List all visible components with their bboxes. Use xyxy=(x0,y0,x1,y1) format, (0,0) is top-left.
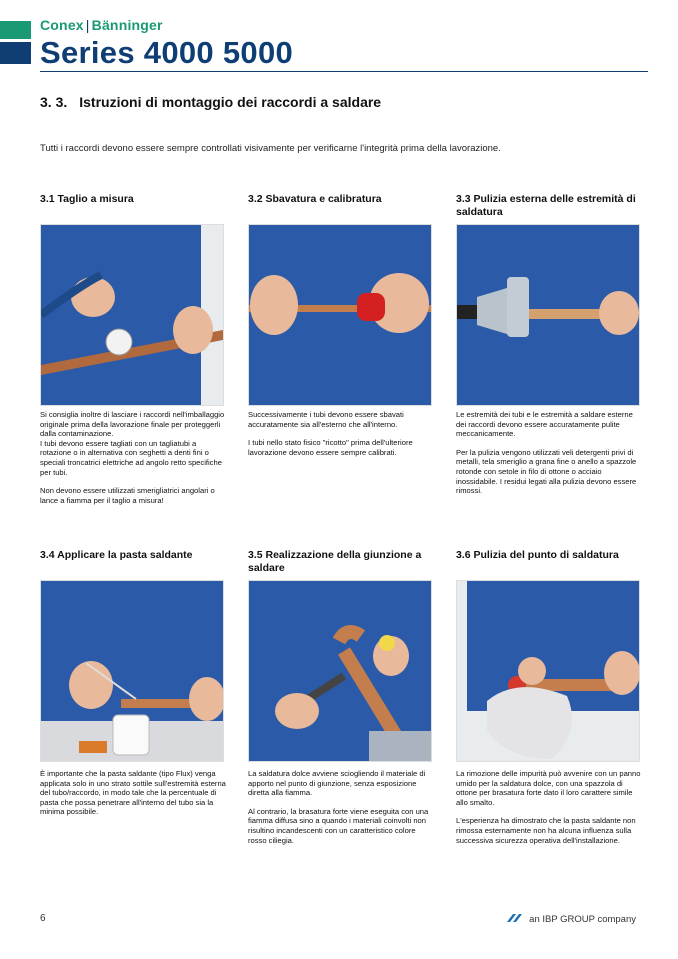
step-3-2-paragraph: I tubi nello stato fisico "ricotto" prima dell'ulteriore lavorazione devono essere sempre calibrati. xyxy=(248,438,413,457)
step-3-6-paragraph: La rimozione delle impurità può avvenire con un panno umido per la saldatura dolce, con una spazzola di ottone per brasatura forte dato il loro carattere simile allo smalto. xyxy=(456,769,641,807)
step-3-6-text xyxy=(456,769,642,854)
step-3-4-paragraph: È importante che la pasta saldante (tipo Flux) venga applicata solo in uno strato sottile sull'estremità esterna del tubo/raccordo, in modo tale che la percentuale di pasta che possa penetrare all'interno del tubo sia la minima possibile. xyxy=(40,769,226,817)
step-3-6-photo xyxy=(456,580,640,762)
step-3-2-title: 3.2 Sbavatura e calibratura xyxy=(248,193,382,205)
brand-right: Bänninger xyxy=(91,17,163,33)
step-3-2-photo xyxy=(248,224,432,406)
step-3-6-paragraph: L'esperienza ha dimostrato che la pasta saldante non rimossa esternamente non ha alcuna influenza sulla successiva sicurezza operativa dell'installazione. xyxy=(456,816,636,845)
step-3-2-text xyxy=(248,410,434,466)
brand-bar-green xyxy=(0,21,31,39)
step-3-3-title: 3.3 Pulizia esterna delle estremità di saldatura xyxy=(456,193,636,218)
series-title: Series 4000 5000 xyxy=(40,35,294,70)
brand-bar-blue xyxy=(0,42,31,64)
step-3-5-paragraph: La saldatura dolce avviene sciogliendo il materiale di apporto nel punto di giunzione, senza esposizione diretta alla fiamma. xyxy=(248,769,426,798)
step-3-4-text xyxy=(40,769,226,826)
step-3-1-photo xyxy=(40,224,224,406)
step-3-1-paragraph: Non devono essere utilizzati smerigliatrici angolari o lance a fiamma per il taglio a misura! xyxy=(40,486,215,505)
step-3-5-paragraph: Al contrario, la brasatura forte viene eseguita con una fiamma diffusa sino a quando i materiali coinvolti non risultino incandescenti con un caratteristico colore rosso ciliegia. xyxy=(248,806,429,845)
step-3-4-photo xyxy=(40,580,224,762)
brand-left: Conex xyxy=(40,17,84,33)
step-3-1-text xyxy=(40,410,226,514)
section-title xyxy=(40,94,381,110)
step-3-2-paragraph: Successivamente i tubi devono essere sbavati accuratamente sia all'esterno che all'interno. xyxy=(248,410,404,429)
section-title-text: Istruzioni di montaggio dei raccordi a saldare xyxy=(79,94,382,110)
step-3-1-paragraph: Si consiglia inoltre di lasciare i raccordi nell'imballaggio originale prima della lavorazione finale per proteggerli dalla contaminazione. I tubi devono essere tagliati con un tagliatubi a rotazione o in alternativa con seghetti a denti fini o speciali troncatrici elettriche ad angolo retto specifiche per tubi. xyxy=(40,410,225,477)
header-rule xyxy=(40,71,648,72)
intro-text: Tutti i raccordi devono essere sempre controllati visivamente per verificarne l'integrità prima della lavorazione. xyxy=(40,143,501,154)
footer-company-text: an IBP GROUP company xyxy=(529,914,636,925)
step-3-3-paragraph: Le estremità dei tubi e le estremità a saldare esterne dei raccordi devono essere accuratamente pulite meccanicamente. xyxy=(456,410,633,439)
section-number: 3. 3. xyxy=(40,94,68,110)
brand-logo: Conex | Bänninger xyxy=(40,17,163,33)
ibp-logo-icon xyxy=(503,913,525,926)
step-3-5-text xyxy=(248,769,434,854)
step-3-3-photo xyxy=(456,224,640,406)
step-3-3-text xyxy=(456,410,642,505)
footer-company xyxy=(503,913,636,926)
step-3-5-title: 3.5 Realizzazione della giunzione a saldare xyxy=(248,549,422,574)
page-number: 6 xyxy=(40,913,46,924)
step-3-3-paragraph: Per la pulizia vengono utilizzati veli detergenti privi di metalli, tela smeriglio a grana fine o anello a spazzole rotonde con setole in filo di ottone o acciaio inossidabile. I residui legati alla pulizia devono essere rimossi. xyxy=(456,447,637,496)
step-3-5-photo xyxy=(248,580,432,762)
step-3-6-title: 3.6 Pulizia del punto di saldatura xyxy=(456,549,619,561)
step-3-4-title: 3.4 Applicare la pasta saldante xyxy=(40,549,193,561)
step-3-1-title: 3.1 Taglio a misura xyxy=(40,193,134,205)
